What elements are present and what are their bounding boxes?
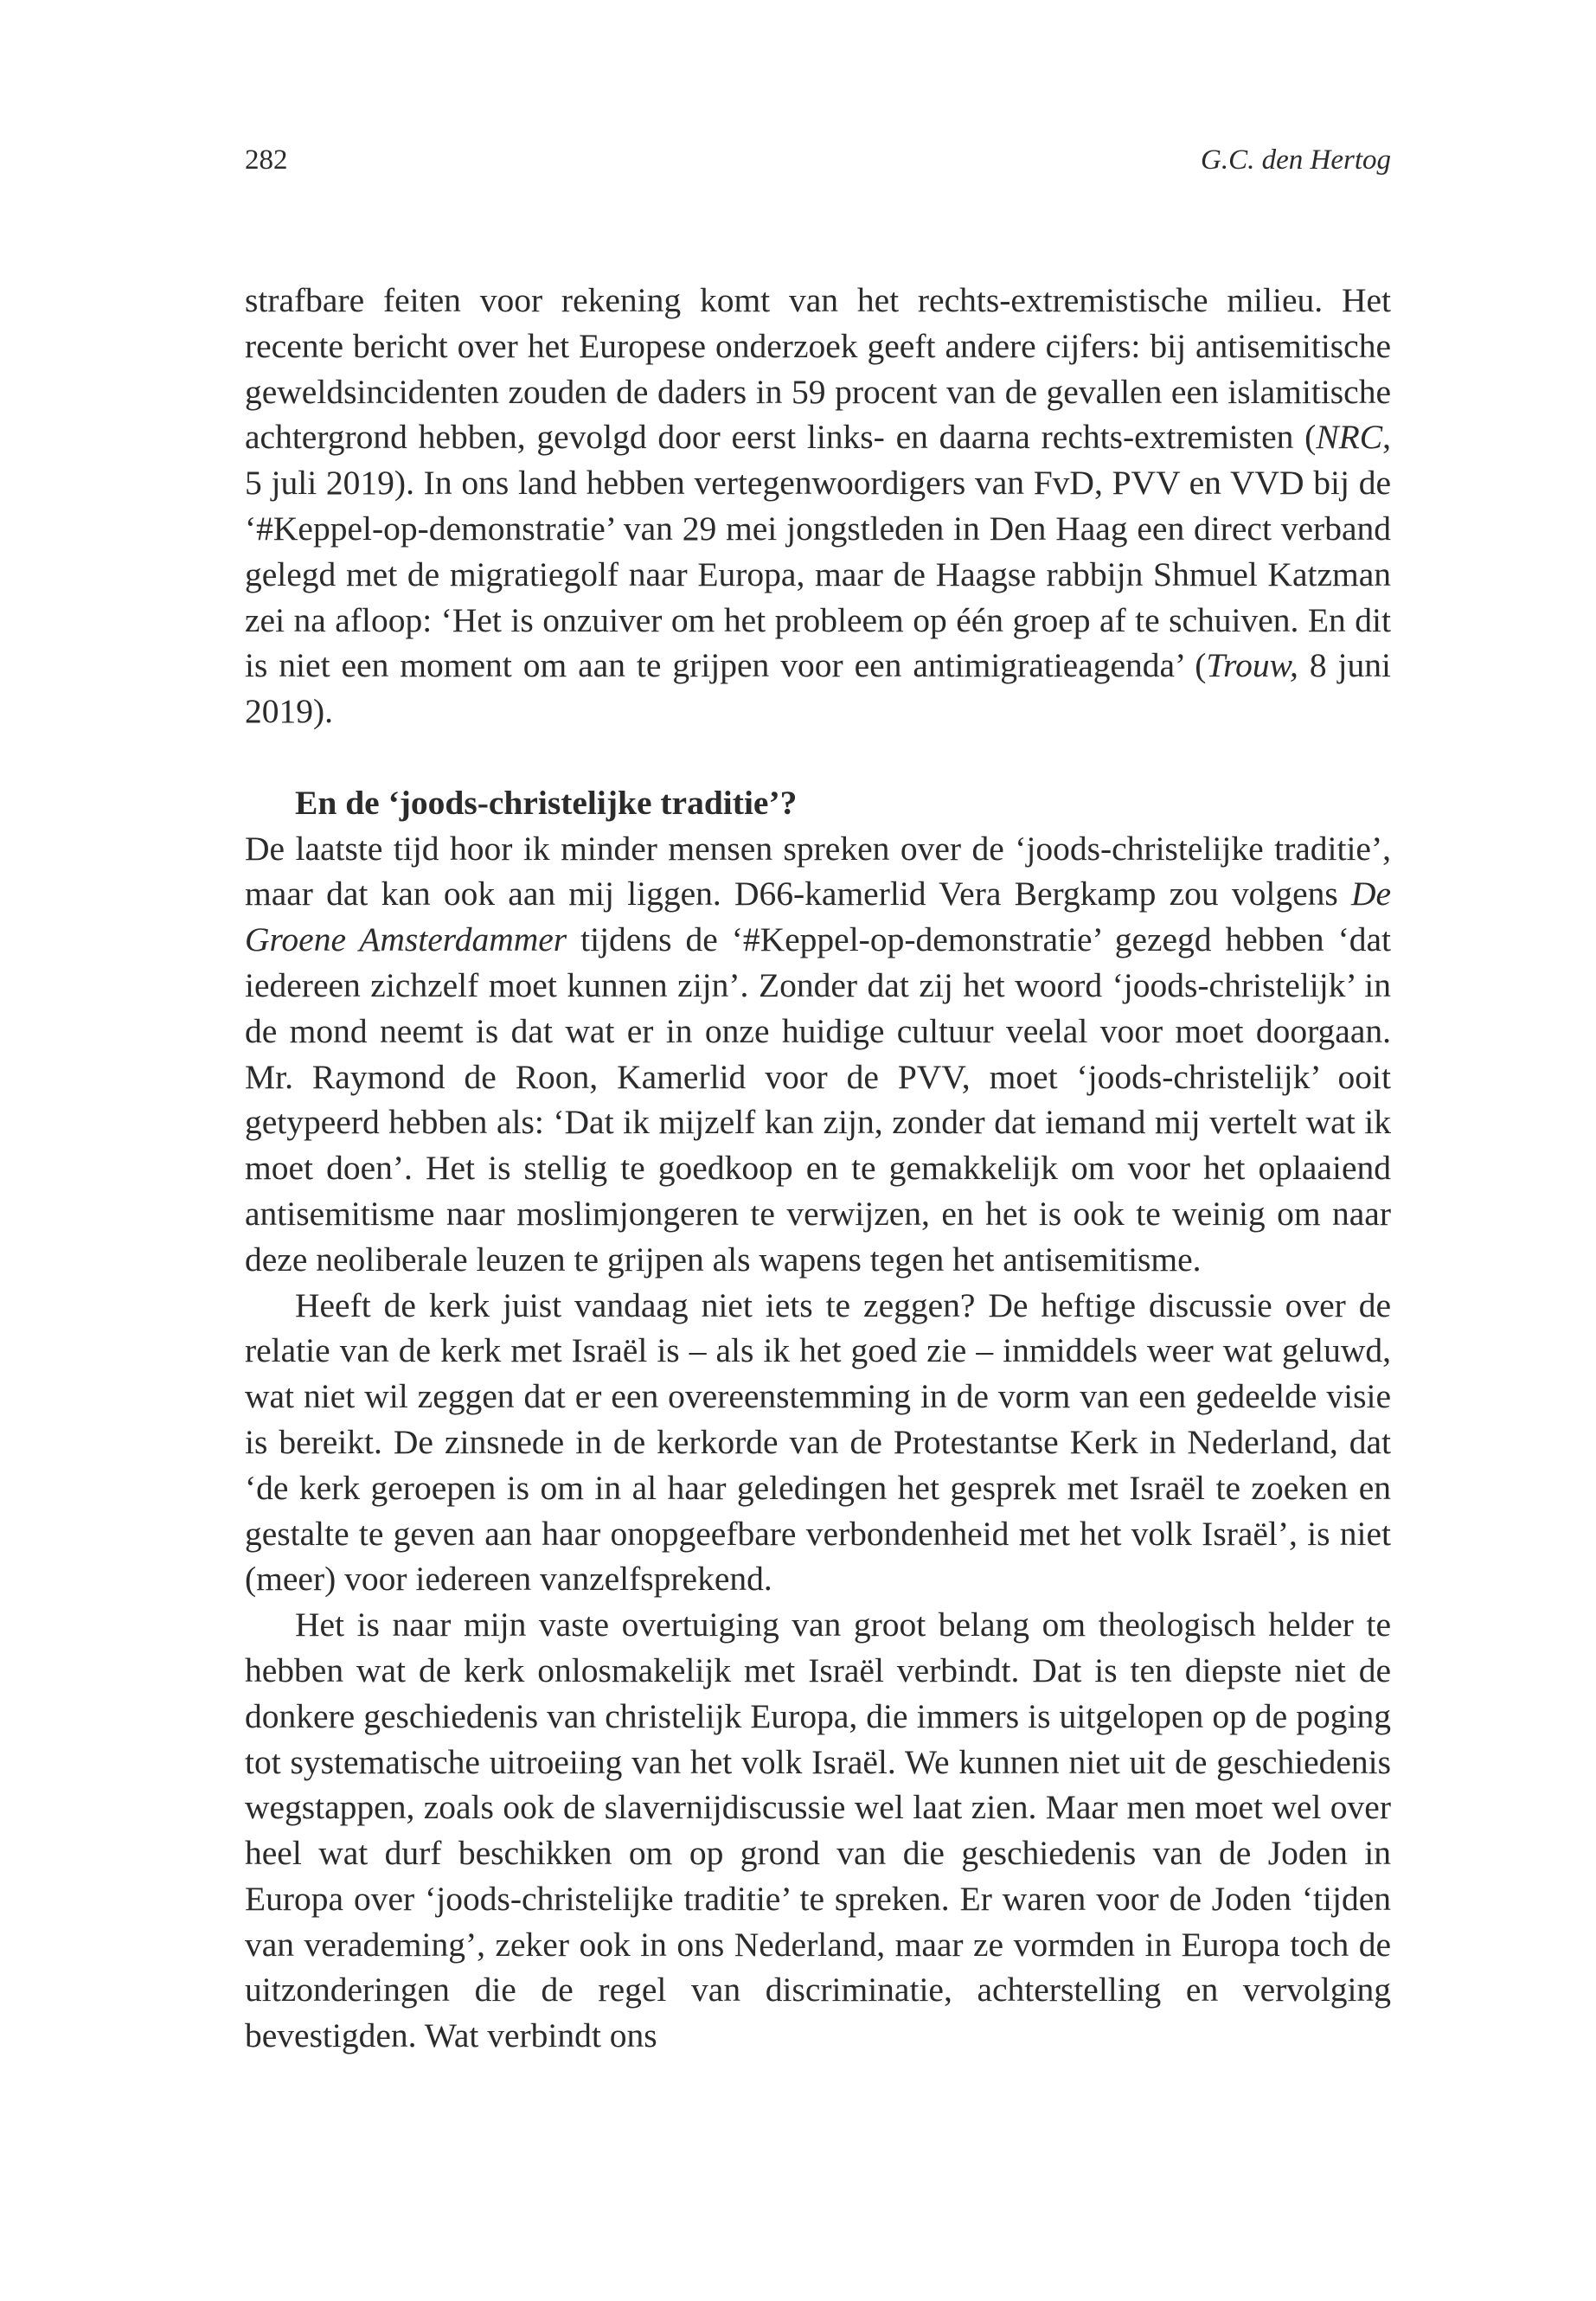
running-head-author: G.C. den Hertog — [1201, 144, 1391, 176]
newspaper-title-trouw: Trouw, — [1206, 646, 1298, 685]
paragraph: Heeft de kerk juist vandaag niet iets te zeggen? De heftige discussie over de relatie van de kerk met Israël is – als ik het goed zie – inmiddels weer wat geluwd, wat niet wil zeggen dat er een overeenstemming in de vorm van een gedeelde visie is bereikt. De zinsnede in de kerkorde van de Protestantse Kerk in Nederland, dat ‘de kerk geroepen is om in al haar geledingen het gesprek met Israël te zoeken en gestalte te geven aan haar onopgeefbare verbondenheid met het volk Israël’, is niet (meer) voor iedereen vanzelfsprekend. — [245, 1285, 1391, 1599]
body-text — [245, 278, 1391, 2059]
text-run: De laatste tijd hoor ik minder mensen spreken over de ‘joods-christelijke traditie’, maar dat kan ook aan mij liggen. D66-kamerlid Vera Bergkamp zou volgens — [245, 829, 1391, 913]
paragraph — [245, 826, 1391, 1283]
text-run: tijdens de ‘#Keppel-op-demonstratie’ gezegd hebben ‘dat iedereen zichzelf moet kunnen zijn’. Zonder dat zij het woord ‘joods-christelijk’ in de mond neemt is dat wat er in onze huidige cultuur veelal voor moet doorgaan. Mr. Raymond de Roon, Kamerlid voor de PVV, moet ‘joods-christelijk’ ooit getypeerd hebben als: ‘Dat ik mijzelf kan zijn, zonder dat iemand mij vertelt wat ik moet doen’. Het is stellig te goedkoop en te gemakkelijk om voor het oplaaiend antisemitisme naar moslimjongeren te verwijzen, en het is ook te weinig om naar deze neoliberale leuzen te grijpen als wapens tegen het antisemitisme. — [245, 920, 1391, 1279]
paragraph-continued — [245, 278, 1391, 734]
text-run: 8 juni 2019). — [245, 646, 1391, 731]
text-run: strafbare feiten voor rekening komt van het rechts-extremistische milieu. Het recente bericht over het Europese onderzoek geeft andere cijfers: bij antisemitische geweldsincidenten zouden de daders in 59 procent van de gevallen een islamitische achtergrond hebben, gevolgd door eerst links- en daarna rechts-extremisten ( — [245, 281, 1391, 457]
section-heading: En de ‘joods-christelijke traditie’? — [295, 783, 798, 822]
newspaper-title-nrc: NRC — [1316, 418, 1383, 457]
text-run: , 5 juli 2019). In ons land hebben vertegenwoordigers van FvD, PVV en VVD bij de ‘#Keppel-op-demonstratie’ van 29 mei jongstleden in Den Haag een direct verband gelegd met de migratiegolf naar Europa, maar de Haagse rabbijn Shmuel Katzman zei na afloop: ‘Het is onzuiver om het probleem op één groep af te schuiven. En dit is niet een moment om aan te grijpen voor een antimigratieagenda’ ( — [245, 418, 1391, 685]
paragraph: Het is naar mijn vaste overtuiging van groot belang om theologisch helder te hebben wat de kerk onlosmakelijk met Israël verbindt. Dat is ten diepste niet de donkere geschiedenis van christelijk Europa, die immers is uitgelopen op de poging tot systematische uitroeiing van het volk Israël. We kunnen niet uit de geschiedenis wegstappen, zoals ook de slavernijdiscussie wel laat zien. Maar men moet wel over heel wat durf beschikken om op grond van die geschiedenis van de Joden in Europa over ‘joods-christelijke traditie’ te spreken. Er waren voor de Joden ‘tijden van verademing’, zeker ook in ons Nederland, maar ze vormden in Europa toch de uitzonderingen die de regel van discriminatie, achterstelling en vervolging bevestigden. Wat verbindt ons — [245, 1606, 1391, 2055]
page-number: 282 — [245, 144, 288, 176]
magazine-title: De Groene Amsterdammer — [245, 875, 1391, 959]
running-head — [245, 138, 1391, 182]
